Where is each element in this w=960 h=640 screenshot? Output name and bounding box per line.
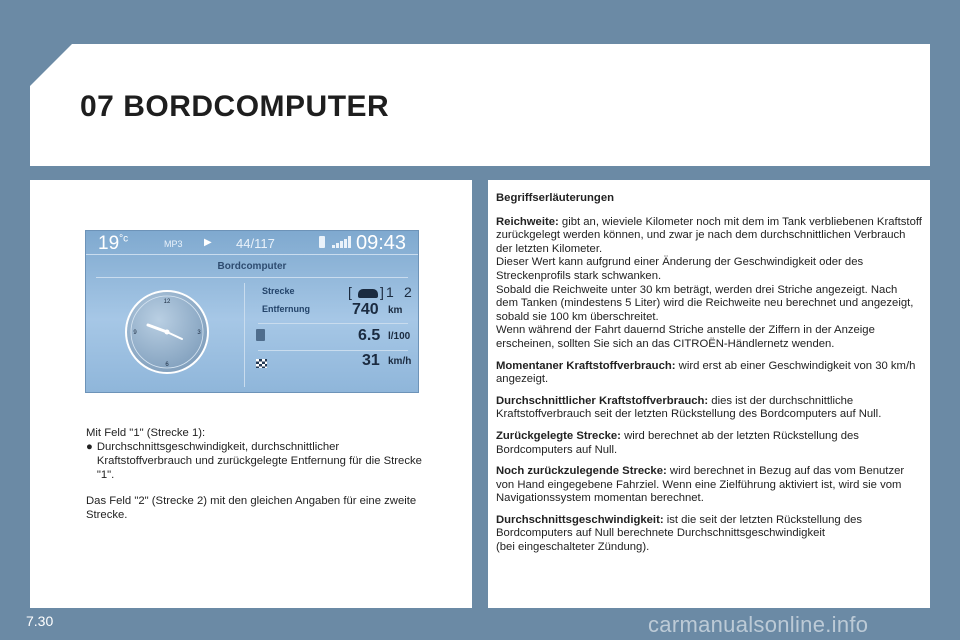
average-speed-extra: (bei eingeschalteter Zündung). bbox=[496, 541, 650, 554]
finish-flag-icon bbox=[256, 359, 267, 368]
distance-remaining-text: wird berechnet in Bezug auf das vom Benutzer von Hand eingegebene Fahrziel. Wenn eine Zielführung aktiviert ist, wird sie vom Navigationssystem momentan berechnet. bbox=[496, 465, 905, 505]
term-average-speed: Durchschnittsgeschwindigkeit: bbox=[496, 513, 664, 526]
glossary-entry-current-consumption bbox=[496, 360, 922, 387]
display-status-bar bbox=[86, 231, 418, 255]
trip-bracket: [ bbox=[348, 284, 352, 300]
field1-bullet bbox=[86, 440, 436, 482]
average-speed-text: ist die seit der letzten Rückstellung des Bordcomputers auf Null berechnete Durchschnittsgeschwindigkeit bbox=[496, 513, 863, 540]
temperature-readout: $19^{^\circ c}$ bbox=[98, 233, 129, 254]
track-counter: 44/117 bbox=[236, 236, 275, 251]
current-consumption-text: wird erst ab einer Geschwindigkeit von 30 km/h angezeigt. bbox=[496, 359, 916, 386]
trip-1: 1 bbox=[386, 284, 394, 300]
speed-unit: km/h bbox=[388, 356, 412, 367]
term-average-consumption: Durchschnittlicher Kraftstoffverbrauch: bbox=[496, 394, 709, 407]
field1-intro: Mit Feld "1" (Strecke 1): bbox=[86, 427, 206, 439]
watermark: carmanualsonline.info bbox=[648, 612, 869, 637]
range-line-4: Wenn während der Fahrt dauernd Striche anstelle der Ziffern in der Anzeige erscheinen, sollten Sie sich an das CITROËN-Händlernetz wenden. bbox=[496, 324, 875, 350]
chapter-title: 07 BORDCOMPUTER bbox=[80, 90, 390, 123]
distance-value: 740 bbox=[352, 301, 379, 318]
play-icon: ▶ bbox=[204, 237, 212, 248]
left-panel bbox=[30, 180, 472, 608]
glossary-entry-distance-remaining bbox=[496, 465, 922, 506]
range-line-3: Sobald die Reichweite unter 30 km beträgt, werden drei Striche angezeigt. Nach dem Tanken (mindestens 5 Liter) wird die Reichweite neu berechnet und angezeigt, sobald sie 100 km überschreitet. bbox=[496, 283, 914, 323]
clock-number-6: 6 bbox=[165, 362, 169, 368]
display-divider bbox=[244, 283, 245, 387]
display-heading: Bordcomputer bbox=[217, 261, 287, 272]
clock-number-9: 9 bbox=[133, 330, 137, 336]
distance-label: Entfernung bbox=[262, 304, 310, 314]
clock-number-3: 3 bbox=[197, 330, 201, 336]
glossary-entry-average-consumption bbox=[496, 395, 922, 422]
bullet-mark: ● bbox=[86, 441, 93, 453]
clock-number-12: 12 bbox=[163, 299, 171, 305]
glossary-title: Begriffserläuterungen bbox=[496, 192, 615, 204]
row-separator bbox=[258, 323, 408, 324]
average-consumption-text: dies ist der durchschnittliche Kraftstoffverbrauch seit der letzten Rückstellung des Bordcomputers auf Null. bbox=[496, 394, 882, 421]
trip-bracket-close: ] bbox=[380, 284, 384, 300]
range-line-2: Dieser Wert kann aufgrund einer Änderung der Geschwindigkeit oder des Streckenprofils stark schwanken. bbox=[496, 256, 864, 282]
speed-value: 31 bbox=[362, 352, 380, 369]
consumption-unit: l/100 bbox=[388, 331, 411, 342]
display-screen bbox=[85, 230, 419, 393]
signal-strength-icon bbox=[332, 236, 352, 248]
clock-time: 09:43 bbox=[356, 232, 407, 254]
display-separator bbox=[96, 277, 408, 278]
row-separator bbox=[258, 350, 408, 351]
analog-clock-icon bbox=[124, 289, 210, 375]
trip-2: 2 bbox=[404, 284, 412, 300]
fuel-pump-icon bbox=[256, 329, 265, 341]
term-current-consumption: Momentaner Kraftstoffverbrauch: bbox=[496, 359, 676, 372]
phone-icon bbox=[319, 236, 325, 248]
glossary-entry-distance-travelled bbox=[496, 430, 922, 457]
glossary-entry-range bbox=[496, 216, 922, 352]
audio-source: MP3 bbox=[164, 239, 183, 249]
distance-travelled-text: wird berechnet ab der letzten Rückstellung des Bordcomputers auf Null. bbox=[496, 429, 859, 456]
car-icon bbox=[358, 289, 378, 298]
range-line-1: gibt an, wieviele Kilometer noch mit dem im Tank verbliebenen Kraftstoff zurückgelegt werden können, und zwar je nach dem durchschnittlichen Verbrauch der letzten Kilometer. bbox=[496, 215, 922, 255]
page-number: 7.30 bbox=[26, 613, 54, 629]
distance-unit: km bbox=[388, 305, 403, 316]
field1-bullet-text: Durchschnittsgeschwindigkeit, durchschnittlicher Kraftstoffverbrauch und zurückgelegte Entfernung für die Strecke "1". bbox=[96, 441, 422, 481]
consumption-value: 6.5 bbox=[358, 327, 381, 344]
glossary bbox=[496, 192, 922, 563]
term-distance-remaining: Noch zurückzulegende Strecke: bbox=[496, 465, 667, 478]
glossary-entry-average-speed bbox=[496, 514, 922, 555]
route-label: Strecke bbox=[262, 286, 295, 296]
term-distance-travelled: Zurückgelegte Strecke: bbox=[496, 429, 621, 442]
field2-description: Das Feld "2" (Strecke 2) mit den gleichen Angaben für eine zweite Strecke. bbox=[86, 495, 417, 521]
right-panel bbox=[488, 180, 930, 608]
term-range: Reichweite: bbox=[496, 215, 559, 228]
left-description bbox=[86, 426, 436, 534]
